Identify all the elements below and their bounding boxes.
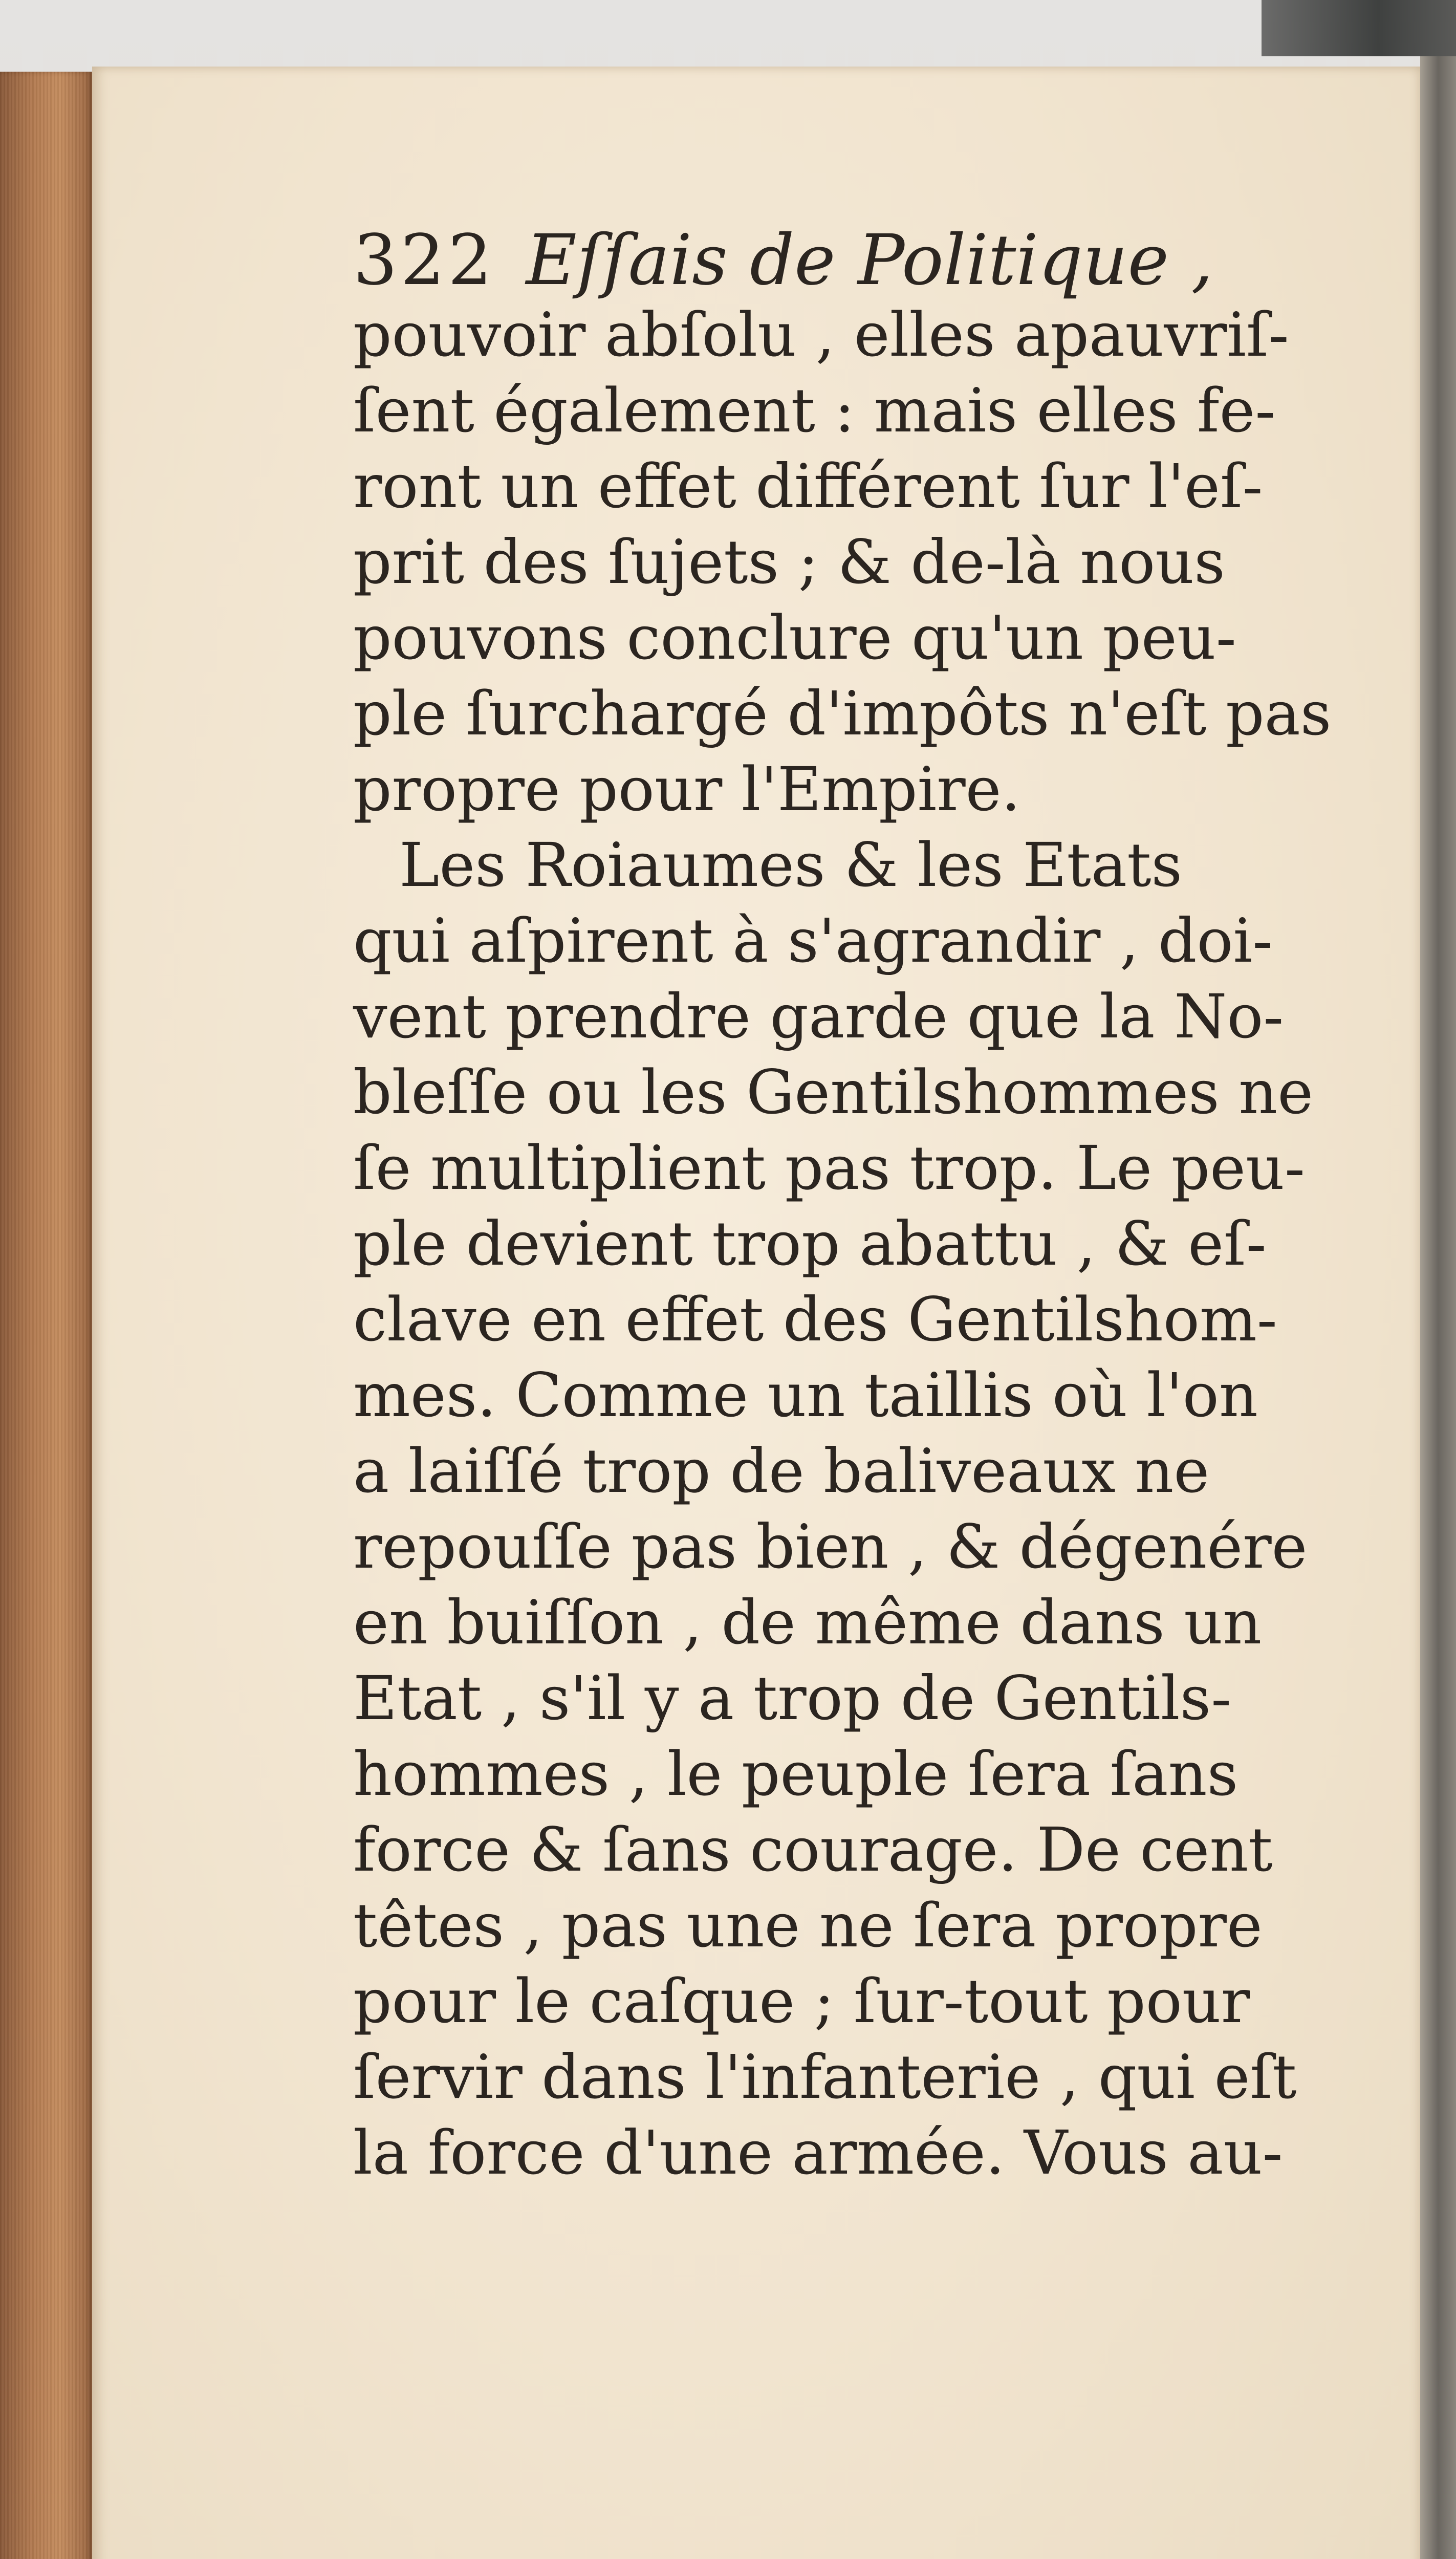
text-line: a laiſſé trop de baliveaux ne [353,1436,1210,1506]
text-line: pour le caſque ; ſur-tout pour [353,1966,1250,2036]
text-line: ple devient trop abattu , & eſ- [353,1208,1267,1279]
book-edge [0,72,92,2559]
text-line: Les Roiaumes & les Etats [399,830,1183,900]
text-line: ront un effet différent ſur l'eſ- [353,451,1263,522]
text-line: ple ſurchargé d'impôts n'eſt pas [353,678,1332,749]
text-line: pouvons conclure qu'un peu- [353,602,1236,673]
page-header [353,220,1438,301]
text-line: en buiſſon , de même dans un [353,1587,1262,1658]
running-title: Eſſais de Politique , [526,220,1213,301]
text-line: clave en effet des Gentilshom- [353,1284,1277,1355]
text-line: pouvoir abſolu , elles apauvriſ- [353,299,1289,370]
text-line: bleſſe ou les Gentilshommes ne [353,1057,1314,1127]
text-line: repouſſe pas bien , & dégenére [353,1511,1308,1582]
text-line: mes. Comme un taillis où l'on [353,1360,1258,1430]
text-line: ſe multiplient pas trop. Le peu- [353,1133,1305,1203]
text-line: force & ſans courage. De cent [353,1814,1273,1885]
text-line: la force d'une armée. Vous au- [353,2117,1283,2188]
page-text [353,220,1438,2191]
background-top-right [1262,0,1456,56]
text-line: hommes , le peuple ſera ſans [353,1739,1238,1809]
text-line: ſervir dans l'infanterie , qui eſt [353,2042,1297,2112]
text-line: ſent également : mais elles fe- [353,375,1276,446]
text-line: propre pour l'Empire. [353,754,1020,825]
text-line: prit des ſujets ; & de-là nous [353,527,1225,597]
text-line: vent prendre garde que la No- [353,981,1284,1052]
text-line: Etat , s'il y a trop de Gentils- [353,1663,1232,1733]
text-line: têtes , pas une ne ſera propre [353,1890,1263,1961]
page-number: 322 [353,220,495,301]
text-line: qui aſpirent à s'agrandir , doi- [353,905,1273,976]
